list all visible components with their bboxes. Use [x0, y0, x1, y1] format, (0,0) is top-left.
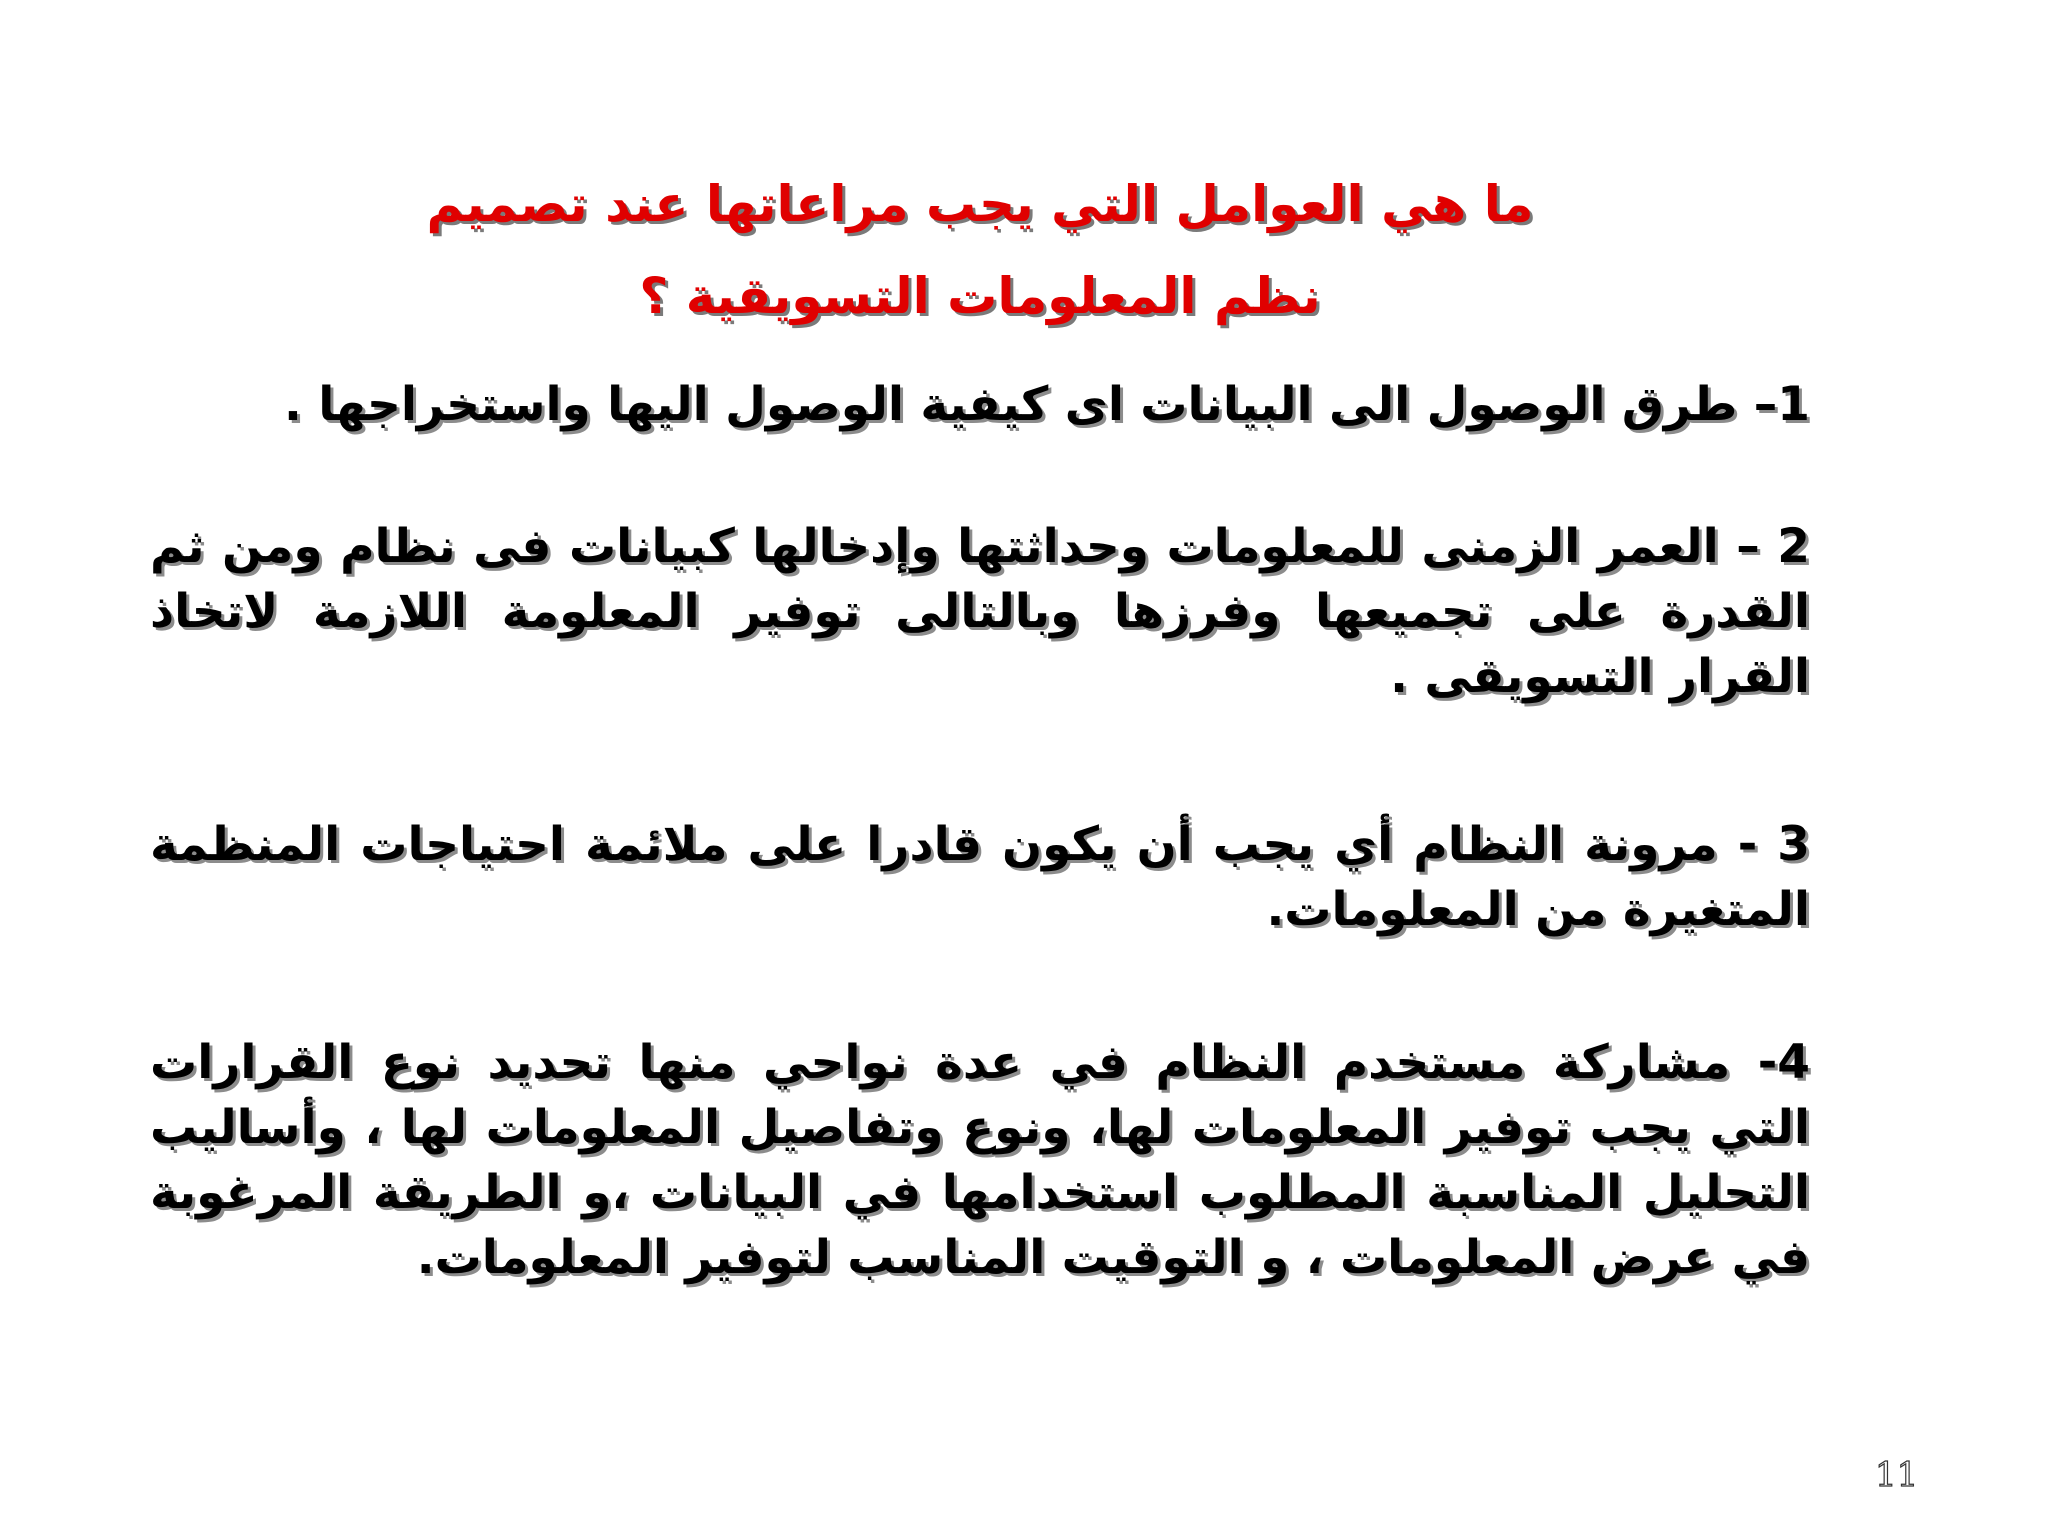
page-number: 11 [1875, 1455, 1919, 1495]
slide-title-line-1: ما هي العوامل التي يجب مراعاتها عند تصميم [426, 175, 1534, 233]
factor-item-3: 3 - مرونة النظام أي يجب أن يكون قادرا على ملائمة احتياجات المنظمة المتغيرة من المعلومات. [150, 817, 1810, 937]
slide-title [300, 158, 1660, 342]
slide-title-line-2: نظم المعلومات التسويقية ؟ [639, 267, 1321, 325]
factor-item-2: 2 – العمر الزمنى للمعلومات وحداثتها وإدخالها كبيانات فى نظام ومن ثم القدرة على تجميعها وفرزها وبالتالى توفير المعلومة اللازمة لاتخاذ القرار التسويقى . [150, 519, 1810, 704]
factor-item-4: 4- مشاركة مستخدم النظام في عدة نواحي منها تحديد نوع القرارات التي يجب توفير المعلومات لها، ونوع وتفاصيل المعلومات لها ، وأساليب التحليل المناسبة المطلوب استخدامها في البيانات ،و الطريقة المرغوبة في عرض المعلومات ، و التوقيت المناسب لتوفير المعلومات. [150, 1035, 1810, 1285]
factor-item-1: 1– طرق الوصول الى البيانات اى كيفية الوصول اليها واستخراجها . [284, 377, 1810, 432]
